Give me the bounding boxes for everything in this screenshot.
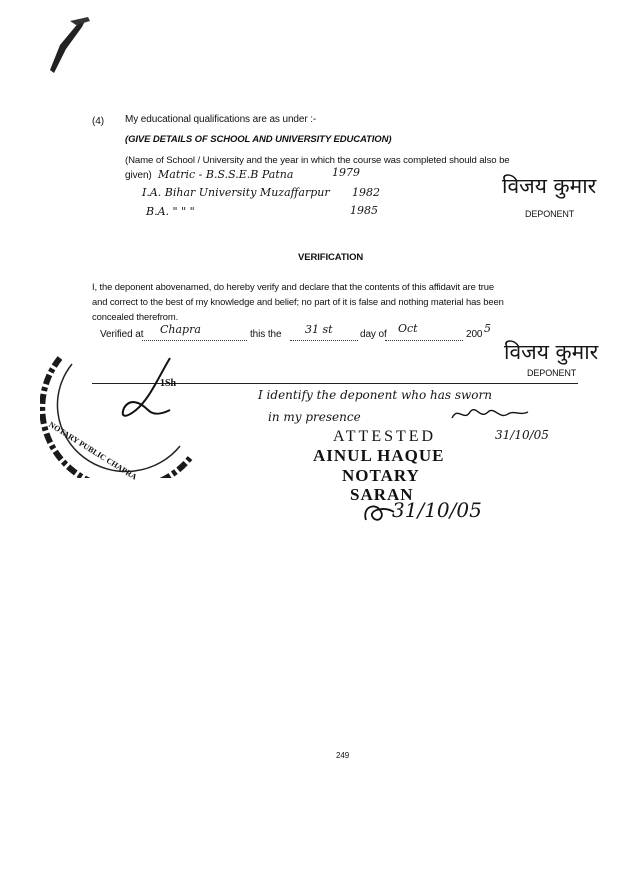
section-instruction: (GIVE DETAILS OF SCHOOL AND UNIVERSITY EDUCATION) <box>125 134 392 145</box>
section-note-line1: (Name of School / University and the year in which the course was completed should also be <box>125 155 510 166</box>
qualification-year-3: 1985 <box>350 204 378 217</box>
deponent-signature-2: विजय कुमार <box>504 340 599 364</box>
stamp-attested: ATTESTED <box>333 428 437 445</box>
day-line <box>290 340 358 341</box>
day-value: 31 st <box>305 323 333 336</box>
qualification-entry-2: I.A. Bihar University Muzaffarpur <box>142 186 330 199</box>
deponent-signature-1: विजय कुमार <box>502 174 597 198</box>
notary-signature-scribble <box>450 402 530 426</box>
scan-mark <box>40 15 100 85</box>
day-of-label: day of <box>360 329 387 340</box>
notary-note-line2: in my presence <box>268 410 361 424</box>
month-line <box>385 340 463 341</box>
qualification-entry-3: B.A. " " " <box>146 205 195 218</box>
qualification-year-2: 1982 <box>352 186 380 199</box>
verification-line3: concealed therefrom. <box>92 311 179 322</box>
svg-text:1Sh: 1Sh <box>160 378 177 389</box>
section-note-line2: given) <box>125 170 152 181</box>
deponent-label-2: DEPONENT <box>527 368 577 378</box>
year-label: 200 <box>466 329 483 340</box>
stamp-place: SARAN <box>350 485 414 504</box>
stamp-name: AINUL HAQUE <box>313 446 445 465</box>
deponent-label-1: DEPONENT <box>525 209 575 219</box>
stamp-date: 31/10/05 <box>392 498 482 522</box>
qualification-entry-1: Matric - B.S.S.E.B Patna <box>158 168 294 181</box>
qualification-year-1: 1979 <box>332 166 360 179</box>
month-value: Oct <box>398 322 418 335</box>
verification-line2: and correct to the best of my knowledge and belief; no part of it is false and nothing material has been <box>92 296 504 307</box>
stamp-title: NOTARY <box>342 466 420 485</box>
section-intro: My educational qualifications are as under :- <box>125 114 317 125</box>
seal-text: NOTARY PUBLIC CHAPRA <box>47 420 139 482</box>
this-the-label: this the <box>250 329 282 340</box>
verified-at-value: Chapra <box>160 323 201 336</box>
verification-line1: I, the deponent abovenamed, do hereby verify and declare that the contents of this affidavit are true <box>92 281 494 292</box>
notary-seal <box>40 318 220 478</box>
year-value: 5 <box>484 322 491 335</box>
page-number: 249 <box>336 751 350 760</box>
verification-heading: VERIFICATION <box>298 252 364 263</box>
verified-at-label: Verified at <box>100 329 144 340</box>
notary-note-date: 31/10/05 <box>495 428 549 442</box>
section-number: (4) <box>92 116 104 127</box>
notary-note-line1: I identify the deponent who has sworn <box>258 388 492 402</box>
